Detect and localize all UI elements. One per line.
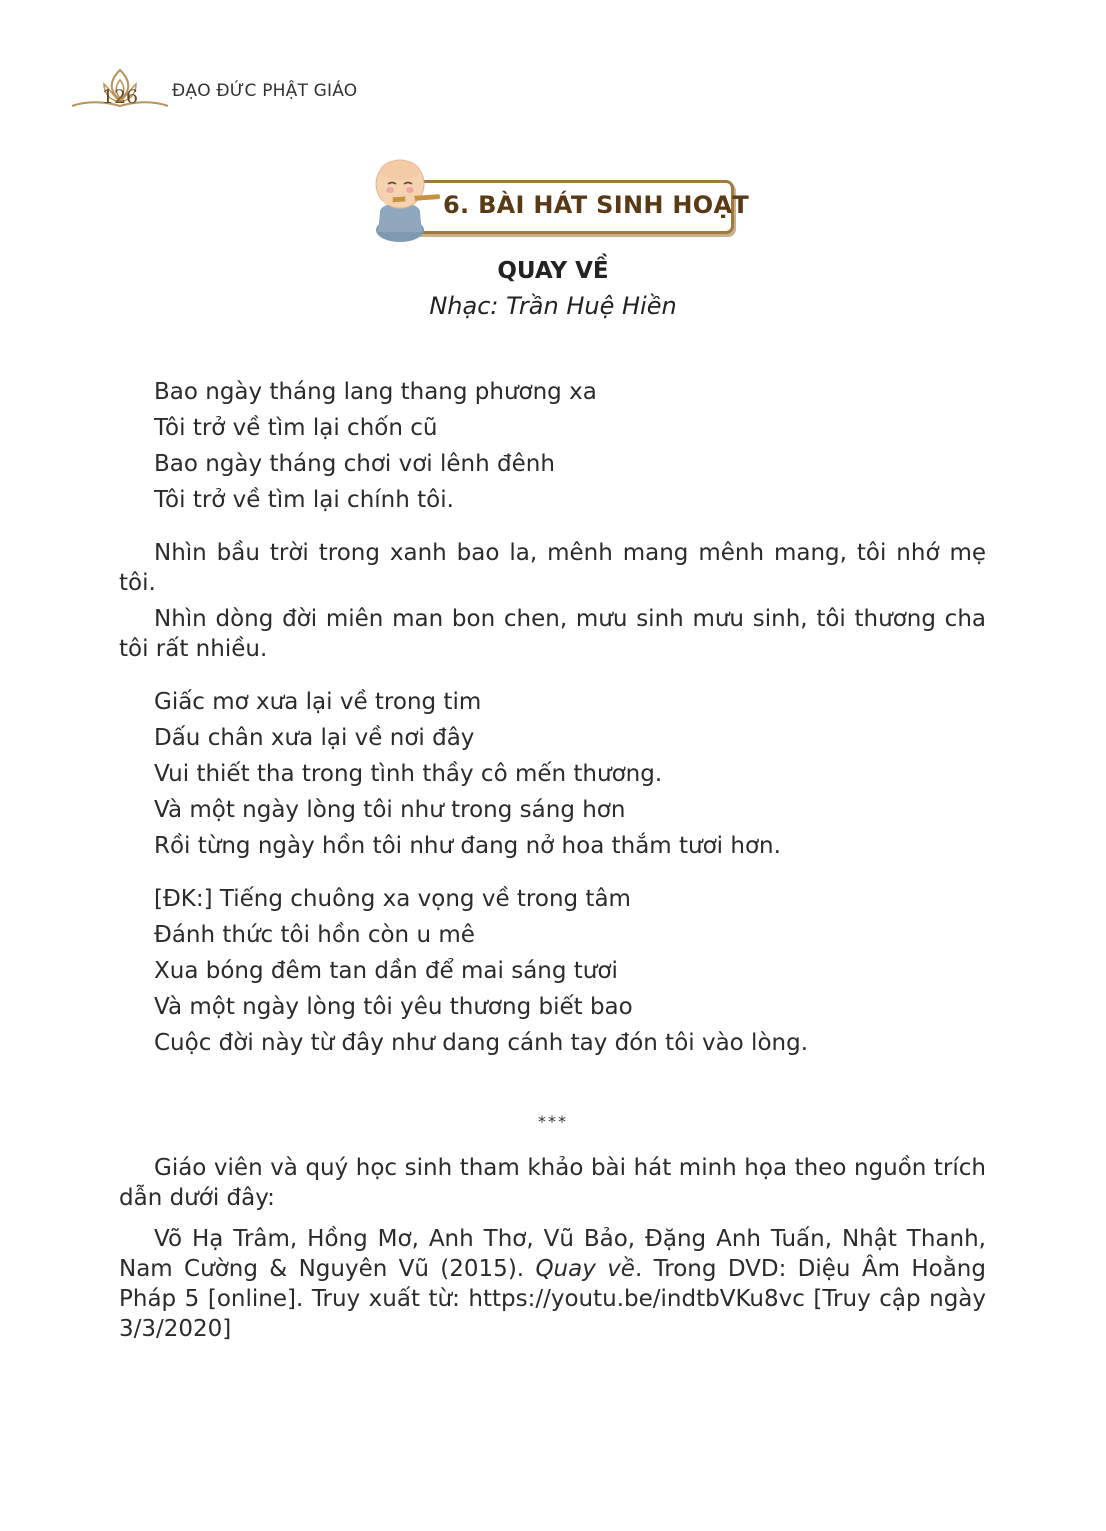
lyric-line: Vui thiết tha trong tình thầy cô mến thương.: [154, 761, 663, 787]
lyric-line: Xua bóng đêm tan dần để mai sáng tươi: [154, 958, 618, 984]
section-divider: ***: [538, 1112, 568, 1131]
lyric-line: Bao ngày tháng lang thang phương xa: [154, 379, 597, 405]
song-title: QUAY VỀ: [497, 258, 609, 284]
lyric-line: Rồi từng ngày hồn tôi như đang nở hoa thắm tươi hơn.: [154, 833, 781, 859]
stanza-1: [154, 374, 597, 518]
monk-playing-flute-icon: [366, 152, 450, 244]
running-title: ĐẠO ĐỨC PHẬT GIÁO: [172, 81, 358, 101]
lyric-prose-1: Nhìn bầu trời trong xanh bao la, mênh mang mênh mang, tôi nhớ mẹ tôi.: [119, 540, 986, 596]
lyric-line: Và một ngày lòng tôi như trong sáng hơn: [154, 797, 626, 823]
lyric-line: Và một ngày lòng tôi yêu thương biết bao: [154, 994, 633, 1020]
lyric-prose-2: Nhìn dòng đời miên man bon chen, mưu sinh mưu sinh, tôi thương cha tôi rất nhiều.: [119, 606, 986, 662]
song-credit: Nhạc: Trần Huệ Hiền: [429, 292, 677, 320]
lyric-line: Bao ngày tháng chơi vơi lênh đênh: [154, 451, 555, 477]
reference-intro: Giáo viên và quý học sinh tham khảo bài hát minh họa theo nguồn trích dẫn dưới đây:: [119, 1155, 986, 1211]
lyric-line: [ĐK:] Tiếng chuông xa vọng về trong tâm: [154, 886, 631, 912]
reference-citation: [119, 1224, 986, 1344]
lyric-line: Cuộc đời này từ đây như dang cánh tay đón tôi vào lòng.: [154, 1030, 809, 1056]
citation-title: Quay về: [535, 1256, 635, 1282]
section-banner: [366, 152, 750, 244]
lyric-line: Tôi trở về tìm lại chính tôi.: [154, 487, 454, 513]
citation-authors: Võ Hạ Trâm, Hồng Mơ, Anh Thơ, Vũ Bảo, Đặng Anh Tuấn, Nhật Thanh, Nam Cường & Nguyên Vũ (2015).: [119, 1226, 986, 1282]
lyric-line: Tôi trở về tìm lại chốn cũ: [154, 415, 438, 441]
page-number: 126: [101, 86, 139, 108]
chorus: [154, 881, 808, 1061]
page-header: [70, 66, 390, 112]
stanza-2: [154, 684, 781, 864]
lyric-line: Dấu chân xưa lại về nơi đây: [154, 725, 475, 751]
lyric-line: Giấc mơ xưa lại về trong tim: [154, 689, 482, 715]
section-label-box: [410, 180, 750, 234]
citation-source: . Trong DVD: Diệu Âm Hoằng Pháp 5 [online]. Truy xuất từ: https://youtu.be/indtbVKu8vc [Truy cập ngày 3/3/2020]: [119, 1256, 986, 1342]
section-label: 6. BÀI HÁT SINH HOẠT: [443, 191, 750, 219]
lyric-line: Đánh thức tôi hồn còn u mê: [154, 922, 475, 948]
